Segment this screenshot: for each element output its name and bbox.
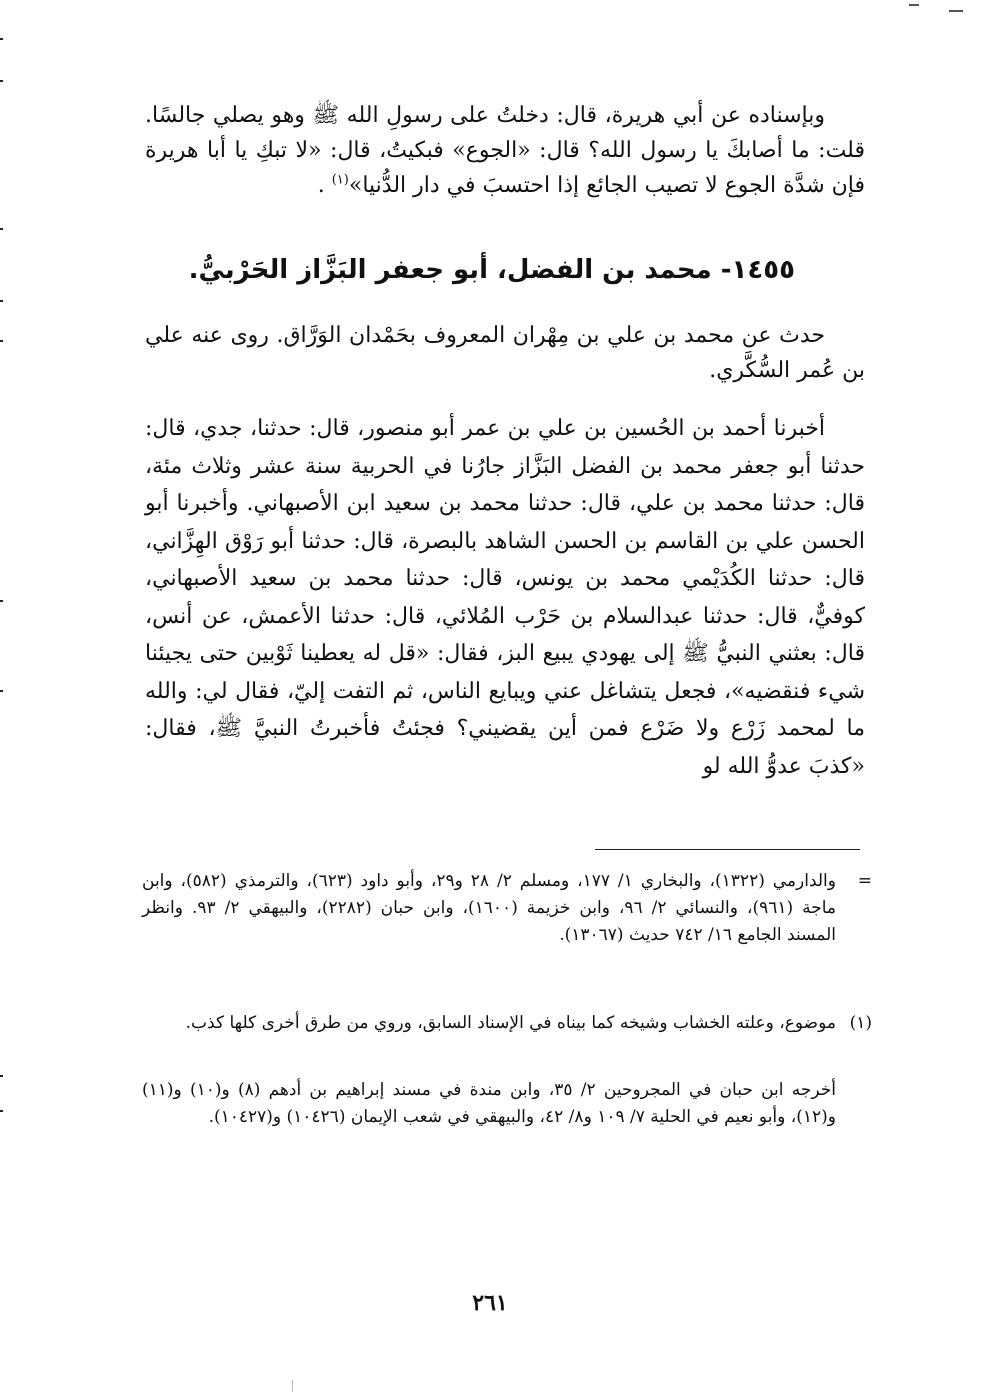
scan-mark <box>0 1110 3 1112</box>
footnote-text: والدارمي (١٣٢٢)، والبخاري ١/ ١٧٧، ومسلم ٢/ ٢٨ و٢٩، وأبو داود (٦٢٣)، والترمذي (٥٨٢)، وابن ماجة (٩٦١)، والنسائي ٢/ ٩٦، وابن خزيمة (١٦٠٠)، وابن حبان (٢٢٨٢)، والبيهقي ٢/ ٩٣. وانظر المسند الجامع ١٦/ ٧٤٢ حديث (١٣٠٦٧). <box>142 871 836 945</box>
main-paragraph-2 <box>145 318 865 388</box>
scan-mark <box>292 1380 293 1392</box>
main-paragraph-1 <box>145 98 865 203</box>
entry-heading: ١٤٥٥- محمد بن الفضل، أبو جعفر البَزَّاز الحَرْبيُّ. <box>188 255 795 285</box>
footnote-continued <box>142 868 872 949</box>
scan-mark <box>0 38 3 40</box>
paragraph-text: أخبرنا أحمد بن الحُسين بن علي بن عمر أبو منصور، قال: حدثنا، جدي، قال: حدثنا أبو جعفر محمد بن الفضل البَزَّاز جارُنا في الحربية سنة عشر وثلاث مئة، قال: حدثنا محمد بن علي، قال: حدثنا محمد بن سعيد ابن الأصبهاني. وأخبرنا أبو الحسن علي بن القاسم بن الحسن الشاهد بالبصرة، قال: حدثنا أبو رَوْق الهِزَّاني، قال: حدثنا الكُدَيْمي محمد بن يونس، قال: حدثنا محمد بن سعيد الأصبهاني، كوفيٌّ، قال: حدثنا عبدالسلام بن حَرْب المُلائي، قال: حدثنا الأعمش، عن أنس، قال: بعثني النبيُّ ﷺ إلى يهودي يبيع البز، فقال: «قل له يعطينا ثَوْبين حتى يجيئنا شيء فنقضيه»، فجعل يتشاغل عني ويبايع الناس، ثم التفت إليّ، فقال لي: والله ما لمحمد زَرْع ولا ضَرْع فمن أين يقضيني؟ فجئتُ فأخبرتُ النبيَّ ﷺ، فقال: «كذبَ عدوُّ الله لو <box>145 416 865 779</box>
footnote-1 <box>142 1010 872 1037</box>
scan-mark <box>949 10 963 12</box>
scan-mark <box>0 600 3 602</box>
footnote-reference: (١) <box>331 172 349 188</box>
footnote-continued-marker: = <box>857 871 872 891</box>
footnote-number: (١) <box>849 1013 872 1033</box>
scan-mark <box>0 300 3 302</box>
scan-mark <box>0 80 3 82</box>
paragraph-end: . <box>317 173 332 198</box>
footnote-text: موضوع، وعلته الخشاب وشيخه كما بيناه في الإسناد السابق، وروي من طرق أخرى كلها كذب. <box>185 1013 836 1033</box>
scan-mark <box>0 690 3 692</box>
main-paragraph-3 <box>145 410 865 785</box>
footnote-1-continuation <box>142 1077 872 1131</box>
footnote-text: أخرجه ابن حبان في المجروحين ٢/ ٣٥، وابن مندة في مسند إبراهيم بن أدهم (٨) و(١٠) و(١١) و(١٢)، وأبو نعيم في الحلية ٧/ ١٠٩ و٨/ ٤٢، والبيهقي في شعب الإيمان (١٠٤٢٦) و(١٠٤٢٧). <box>142 1080 836 1127</box>
paragraph-text: وبإسناده عن أبي هريرة، قال: دخلتُ على رسولِ الله ﷺ وهو يصلي جالسًا. قلت: ما أصابكَ يا رسول الله؟ قال: «الجوع» فبكيتُ، قال: «لا تبكِ يا أبا هريرة فإن شدَّة الجوع لا تصيب الجائع إذا احتسبَ في دار الدُّنيا» <box>145 103 865 198</box>
paragraph-text: حدث عن محمد بن علي بن مِهْران المعروف بحَمْدان الوَرَّاق. روى عنه علي بن عُمر السُّكَّري. <box>145 323 865 383</box>
scan-mark <box>0 1075 3 1077</box>
scan-mark <box>0 340 3 342</box>
scan-mark <box>909 4 919 6</box>
scan-mark <box>0 228 3 230</box>
footnote-separator <box>595 849 860 850</box>
footnote-indent <box>836 1077 872 1131</box>
page-number: ٢٦١ <box>472 1290 508 1316</box>
